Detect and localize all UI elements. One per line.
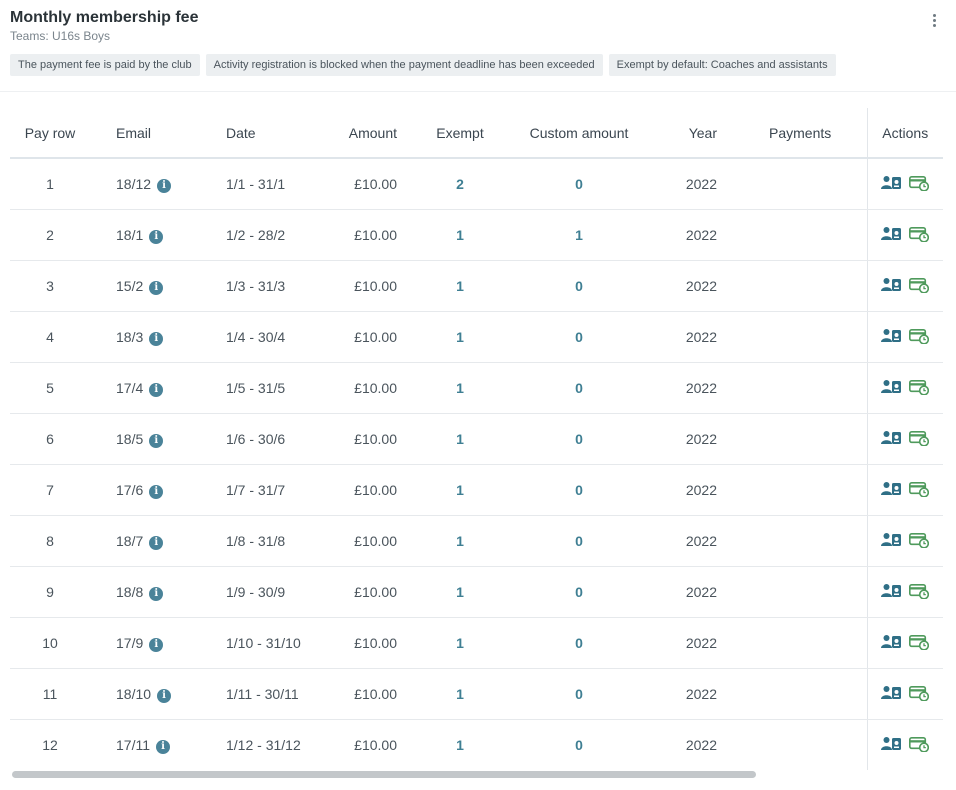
cell-email: [90, 618, 194, 669]
cell-exempt-link[interactable]: 1: [404, 465, 516, 516]
cell-pay-row: 8: [10, 516, 90, 567]
user-exemption-icon[interactable]: [881, 430, 901, 449]
cell-email-value: 18/5: [116, 430, 144, 447]
cell-date: 1/2 - 28/2: [194, 210, 304, 261]
cell-year: 2022: [642, 312, 742, 363]
cell-amount: £10.00: [304, 465, 404, 516]
cell-exempt-link[interactable]: 1: [404, 261, 516, 312]
info-icon[interactable]: i: [157, 689, 171, 703]
user-exemption-icon[interactable]: [881, 379, 901, 398]
col-header-pay-row[interactable]: Pay row: [10, 108, 90, 158]
table-row: [10, 669, 943, 720]
cell-email: [90, 210, 194, 261]
cell-email-value: 15/2: [116, 277, 144, 294]
cell-email-value: 18/1: [116, 226, 144, 243]
cell-email: [90, 414, 194, 465]
card-clock-icon[interactable]: [909, 634, 929, 653]
page-subtitle: Teams: U16s Boys: [10, 29, 111, 43]
cell-year: 2022: [642, 618, 742, 669]
cell-email: [90, 669, 194, 720]
col-header-actions: Actions: [867, 108, 943, 158]
cell-actions: [867, 516, 943, 567]
user-exemption-icon[interactable]: [881, 634, 901, 653]
cell-pay-row: 10: [10, 618, 90, 669]
cell-exempt-link[interactable]: 1: [404, 516, 516, 567]
cell-email: [90, 465, 194, 516]
cell-pay-row: 11: [10, 669, 90, 720]
user-exemption-icon[interactable]: [881, 175, 901, 194]
cell-custom-amount-link[interactable]: 0: [516, 669, 642, 720]
cell-actions: [867, 210, 943, 261]
cell-amount: £10.00: [354, 737, 397, 753]
user-exemption-icon[interactable]: [881, 277, 901, 296]
cell-payments: [742, 312, 867, 363]
cell-amount: £10.00: [304, 414, 404, 465]
cell-email-value: 18/12: [116, 175, 152, 192]
cell-custom-amount-link[interactable]: 0: [516, 261, 642, 312]
card-clock-icon[interactable]: [909, 328, 929, 347]
cell-email: [90, 567, 194, 618]
payment-rows-table: [10, 108, 943, 770]
cell-custom-amount-link[interactable]: 0: [516, 618, 642, 669]
cell-year: 2022: [642, 158, 742, 210]
table-row: [10, 210, 943, 261]
cell-amount: £10.00: [304, 210, 404, 261]
cell-date: 1/10 - 31/10: [194, 618, 304, 669]
col-header-amount[interactable]: Amount: [304, 108, 404, 158]
cell-email: [90, 261, 194, 312]
cell-date: 1/4 - 30/4: [194, 312, 304, 363]
cell-payments: [742, 618, 867, 669]
cell-pay-row: 1: [10, 158, 90, 210]
cell-email: [90, 312, 194, 363]
table-body: [10, 158, 943, 770]
col-header-custom-amount[interactable]: Custom amount: [516, 108, 642, 158]
cell-actions: [867, 618, 943, 669]
user-exemption-icon[interactable]: [881, 532, 901, 551]
cell-actions: [867, 669, 943, 720]
table-header-row: [10, 108, 943, 158]
cell-exempt-link[interactable]: 2: [404, 158, 516, 210]
col-header-email[interactable]: Email: [90, 108, 194, 158]
cell-pay-row: 4: [10, 312, 90, 363]
info-icon[interactable]: i: [149, 281, 163, 295]
cell-amount: £10.00: [304, 669, 404, 720]
page-title: Monthly membership fee: [10, 9, 199, 26]
horizontal-scrollbar[interactable]: [12, 771, 756, 778]
cell-actions: [867, 261, 943, 312]
table-row: [10, 414, 943, 465]
cell-pay-row: 3: [10, 261, 90, 312]
table-row: [10, 516, 943, 567]
cell-date: 1/8 - 31/8: [194, 516, 304, 567]
table-row: [10, 158, 943, 210]
col-header-date[interactable]: Date: [194, 108, 304, 158]
cell-payments: [742, 363, 867, 414]
cell-exempt-link[interactable]: 1: [404, 618, 516, 669]
cell-amount: £10.00: [304, 567, 404, 618]
cell-custom-amount-link[interactable]: 0: [516, 312, 642, 363]
settings-tags: [10, 54, 836, 76]
info-icon[interactable]: i: [149, 434, 163, 448]
cell-amount: £10.00: [304, 516, 404, 567]
cell-email-value: 17/11: [116, 736, 150, 753]
cell-email-value: 18/3: [116, 328, 144, 345]
cell-actions: [867, 312, 943, 363]
cell-email: [90, 158, 194, 210]
cell-date: 1/7 - 31/7: [194, 465, 304, 516]
cell-date: 1/6 - 30/6: [194, 414, 304, 465]
table-row: [10, 567, 943, 618]
user-exemption-icon[interactable]: [881, 481, 901, 500]
col-header-payments[interactable]: Payments: [742, 108, 867, 158]
header-divider: [0, 91, 956, 92]
info-icon[interactable]: i: [149, 332, 163, 346]
cell-payments: [742, 567, 867, 618]
cell-actions: [867, 720, 943, 771]
cell-exempt-link[interactable]: 1: [404, 567, 516, 618]
tag-fee-paid-by-club: The payment fee is paid by the club: [10, 54, 200, 76]
cell-pay-row: 7: [10, 465, 90, 516]
cell-amount: £10.00: [304, 363, 404, 414]
user-exemption-icon[interactable]: [881, 736, 901, 755]
card-clock-icon[interactable]: [909, 430, 929, 449]
cell-exempt-link[interactable]: 1: [404, 669, 516, 720]
col-header-year[interactable]: Year: [642, 108, 742, 158]
cell-payments: [742, 669, 867, 720]
cell-payments: [742, 261, 867, 312]
user-exemption-icon[interactable]: [881, 583, 901, 602]
table-row: [10, 312, 943, 363]
info-icon[interactable]: i: [149, 587, 163, 601]
cell-exempt-link[interactable]: 1: [404, 210, 516, 261]
cell-email-value: 18/10: [116, 685, 152, 702]
card-clock-icon[interactable]: [909, 175, 929, 194]
cell-year: 2022: [642, 210, 742, 261]
card-clock-icon[interactable]: [909, 379, 929, 398]
cell-date: 1/12 - 31/12: [226, 737, 301, 753]
info-icon[interactable]: i: [156, 740, 170, 754]
cell-actions: [867, 158, 943, 210]
cell-email: [90, 720, 194, 771]
user-exemption-icon[interactable]: [881, 226, 901, 245]
cell-pay-row: 12: [42, 737, 58, 753]
card-clock-icon[interactable]: [909, 583, 929, 602]
cell-date: 1/1 - 31/1: [194, 158, 304, 210]
card-clock-icon[interactable]: [909, 277, 929, 296]
cell-year: 2022: [642, 465, 742, 516]
cell-year: 2022: [642, 567, 742, 618]
cell-date: 1/9 - 30/9: [194, 567, 304, 618]
tag-registration-blocked: Activity registration is blocked when the payment deadline has been exceeded: [206, 54, 603, 76]
cell-email-value: 17/6: [116, 481, 144, 498]
table-row: [10, 363, 943, 414]
cell-year: 2022: [642, 363, 742, 414]
cell-email-value: 18/8: [116, 583, 144, 600]
info-icon[interactable]: i: [149, 230, 163, 244]
cell-amount: £10.00: [304, 158, 404, 210]
cell-year: 2022: [642, 669, 742, 720]
kebab-menu-icon[interactable]: [928, 11, 940, 29]
table-row: [10, 465, 943, 516]
card-clock-icon[interactable]: [909, 481, 929, 500]
cell-date: 1/3 - 31/3: [194, 261, 304, 312]
cell-custom-amount-link[interactable]: 0: [516, 516, 642, 567]
table-row: [10, 720, 943, 771]
cell-date: 1/5 - 31/5: [194, 363, 304, 414]
cell-email: [90, 516, 194, 567]
card-clock-icon[interactable]: [909, 532, 929, 551]
cell-year: 2022: [642, 414, 742, 465]
card-clock-icon[interactable]: [909, 226, 929, 245]
cell-exempt-link[interactable]: 1: [456, 737, 464, 753]
cell-pay-row: 6: [10, 414, 90, 465]
cell-amount: £10.00: [304, 618, 404, 669]
cell-custom-amount-link[interactable]: 0: [516, 158, 642, 210]
card-clock-icon[interactable]: [909, 736, 929, 755]
table-row: [10, 618, 943, 669]
cell-email-value: 17/9: [116, 634, 144, 651]
info-icon[interactable]: i: [157, 179, 171, 193]
cell-custom-amount-link[interactable]: 0: [516, 363, 642, 414]
cell-payments: [742, 516, 867, 567]
cell-actions: [867, 567, 943, 618]
cell-date: 1/11 - 30/11: [194, 669, 304, 720]
info-icon[interactable]: i: [149, 536, 163, 550]
page-header: [10, 8, 946, 44]
table-row: [10, 261, 943, 312]
card-clock-icon[interactable]: [909, 685, 929, 704]
cell-email-value: 17/4: [116, 379, 144, 396]
cell-year: 2022: [642, 516, 742, 567]
col-header-exempt[interactable]: Exempt: [404, 108, 516, 158]
info-icon[interactable]: i: [149, 638, 163, 652]
cell-actions: [867, 363, 943, 414]
cell-actions: [867, 465, 943, 516]
cell-pay-row: 5: [10, 363, 90, 414]
cell-exempt-link[interactable]: 1: [404, 312, 516, 363]
payment-rows-table-container: [10, 108, 943, 770]
cell-custom-amount-link[interactable]: 0: [516, 567, 642, 618]
cell-payments: [742, 210, 867, 261]
cell-email-value: 18/7: [116, 532, 144, 549]
cell-payments: [742, 720, 867, 771]
info-icon[interactable]: i: [149, 485, 163, 499]
cell-payments: [742, 414, 867, 465]
cell-amount: £10.00: [304, 312, 404, 363]
cell-custom-amount-link[interactable]: 0: [575, 737, 583, 753]
cell-exempt-link[interactable]: 1: [404, 414, 516, 465]
cell-amount: £10.00: [304, 261, 404, 312]
cell-payments: [742, 158, 867, 210]
cell-year: 2022: [685, 737, 717, 753]
cell-year: 2022: [642, 261, 742, 312]
cell-payments: [742, 465, 867, 516]
cell-actions: [867, 414, 943, 465]
cell-exempt-link[interactable]: 1: [404, 363, 516, 414]
user-exemption-icon[interactable]: [881, 328, 901, 347]
cell-pay-row: 9: [10, 567, 90, 618]
cell-custom-amount-link[interactable]: 1: [516, 210, 642, 261]
cell-pay-row: 2: [10, 210, 90, 261]
cell-custom-amount-link[interactable]: 0: [516, 414, 642, 465]
cell-email: [90, 363, 194, 414]
tag-exempt-default: Exempt by default: Coaches and assistants: [609, 54, 836, 76]
info-icon[interactable]: i: [149, 383, 163, 397]
user-exemption-icon[interactable]: [881, 685, 901, 704]
cell-custom-amount-link[interactable]: 0: [516, 465, 642, 516]
